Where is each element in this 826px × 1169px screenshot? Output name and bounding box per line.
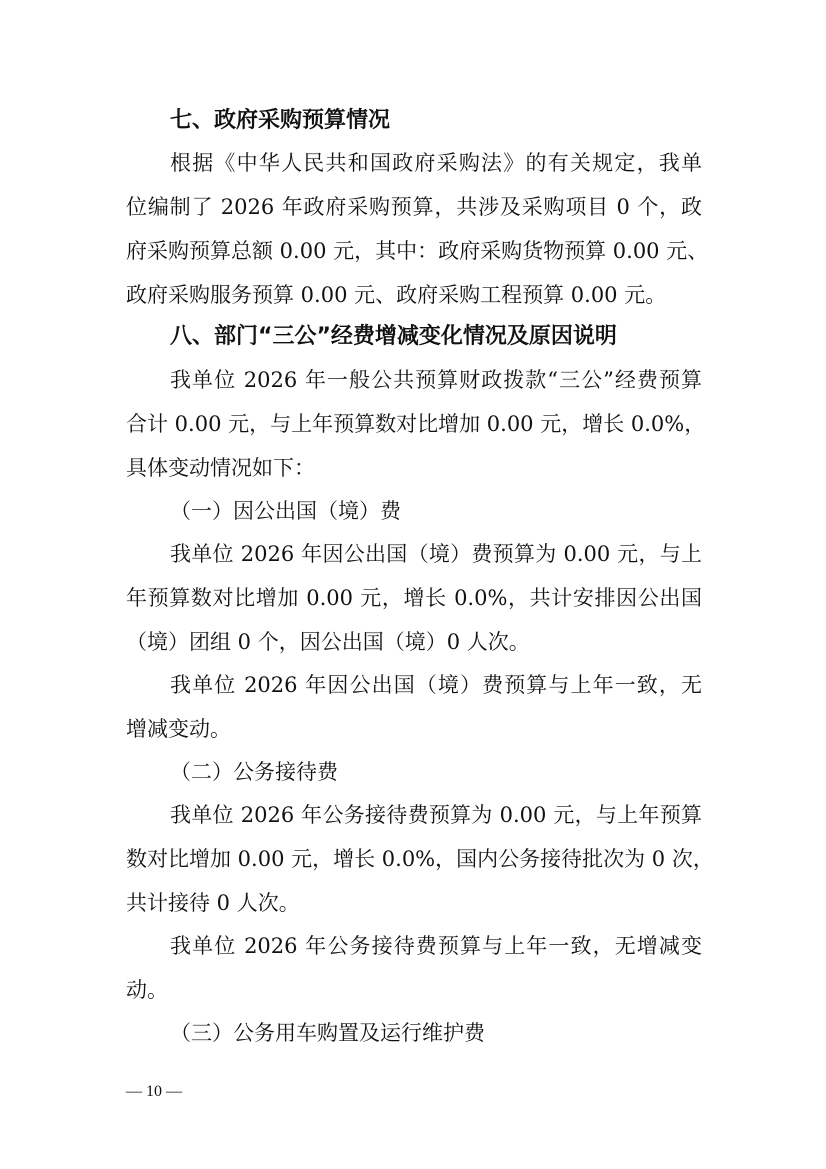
sub2-p2-line-2: 动。 bbox=[126, 978, 168, 1002]
sub1-p2-line-1: 我单位 2026 年因公出国（境）费预算与上年一致，无 bbox=[170, 673, 702, 697]
section8-heading: 八、部门“三公”经费增减变化情况及原因说明 bbox=[170, 324, 617, 349]
sub1-title: （一）因公出国（境）费 bbox=[170, 499, 401, 523]
sub2-p1-line-2: 数对比增加 0.00 元，增长 0.0%，国内公务接待批次为 0 次， bbox=[126, 847, 714, 871]
section8-intro-line-3: 具体变动情况如下： bbox=[126, 456, 315, 480]
section7-line-3: 府采购预算总额 0.00 元，其中：政府采购货物预算 0.00 元、 bbox=[126, 239, 709, 263]
sub2-title: （二）公务接待费 bbox=[170, 760, 338, 784]
sub1-p2-line-2: 增减变动。 bbox=[126, 717, 231, 741]
section8-intro-line-1: 我单位 2026 年一般公共预算财政拨款“三公”经费预算 bbox=[170, 368, 702, 392]
sub1-p1-line-1: 我单位 2026 年因公出国（境）费预算为 0.00 元，与上 bbox=[170, 542, 702, 566]
sub1-p1-line-3: （境）团组 0 个，因公出国（境）0 人次。 bbox=[126, 630, 530, 654]
page-number: — 10 — bbox=[126, 1083, 182, 1100]
sub2-p1-line-1: 我单位 2026 年公务接待费预算为 0.00 元，与上年预算 bbox=[170, 803, 702, 827]
section8-intro-line-2: 合计 0.00 元，与上年预算数对比增加 0.00 元，增长 0.0%， bbox=[126, 412, 706, 436]
section7-line-1: 根据《中华人民共和国政府采购法》的有关规定，我单 bbox=[170, 151, 702, 175]
sub3-title: （三）公务用车购置及运行维护费 bbox=[170, 1021, 485, 1045]
sub2-p1-line-3: 共计接待 0 人次。 bbox=[126, 891, 300, 915]
sub1-p1-line-2: 年预算数对比增加 0.00 元，增长 0.0%，共计安排因公出国 bbox=[126, 586, 702, 610]
section7-line-4: 政府采购服务预算 0.00 元、政府采购工程预算 0.00 元。 bbox=[126, 283, 667, 307]
sub2-p2-line-1: 我单位 2026 年公务接待费预算与上年一致，无增减变 bbox=[170, 934, 702, 958]
section7-line-2: 位编制了 2026 年政府采购预算，共涉及采购项目 0 个，政 bbox=[126, 195, 702, 219]
section7-heading: 七、政府采购预算情况 bbox=[170, 108, 391, 133]
